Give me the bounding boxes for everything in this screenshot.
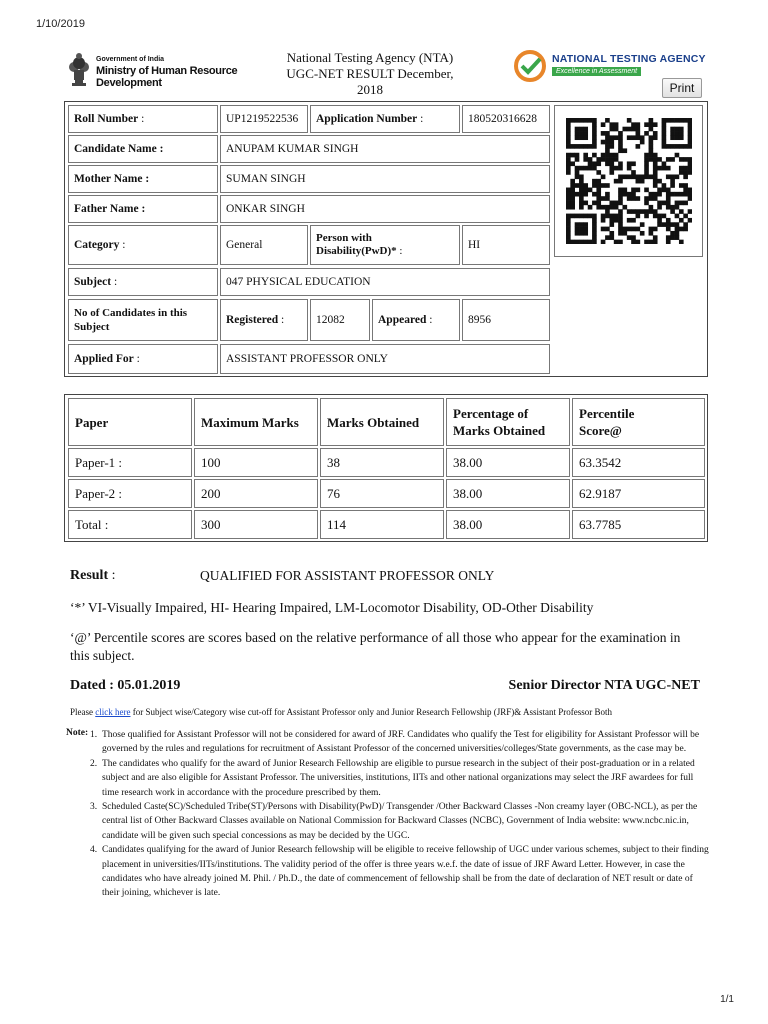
category-value: General bbox=[220, 225, 308, 265]
pwd-label bbox=[310, 225, 460, 265]
table-cell: 100 bbox=[194, 448, 318, 477]
pwd-legend: ‘*’ VI-Visually Impaired, HI- Hearing Impaired, LM-Locomotor Disability, OD-Other Disability bbox=[70, 600, 594, 615]
signatory: Senior Director NTA UGC-NET bbox=[508, 678, 700, 693]
appeared-label bbox=[372, 299, 460, 341]
candidates-count-label bbox=[68, 299, 218, 341]
marks-header-percentage bbox=[446, 398, 570, 446]
notes-list bbox=[90, 728, 710, 901]
marks-header-percentile-block bbox=[579, 405, 634, 439]
pwd-label-line-1: Person with bbox=[316, 232, 372, 244]
perc-header-line-2: Score@ bbox=[579, 423, 622, 438]
qr-code-box bbox=[554, 105, 703, 257]
applied-for-value: ASSISTANT PROFESSOR ONLY bbox=[220, 344, 550, 374]
colon: : bbox=[122, 239, 126, 251]
marks-header-max: Maximum Marks bbox=[194, 398, 318, 446]
application-number-label bbox=[310, 105, 460, 133]
table-cell: Paper-1 : bbox=[68, 448, 192, 477]
cutoff-prefix: Please bbox=[70, 707, 93, 717]
table-cell: 63.3542 bbox=[572, 448, 705, 477]
pwd-label-line-2: Disability(PwD)* bbox=[316, 245, 397, 257]
pct-header-line-2: Marks Obtained bbox=[453, 423, 546, 438]
nta-name: NATIONAL TESTING AGENCY bbox=[552, 53, 706, 65]
father-name-value: ONKAR SINGH bbox=[220, 195, 550, 223]
result-label bbox=[70, 568, 116, 584]
colon: : bbox=[429, 314, 433, 326]
table-cell: 300 bbox=[194, 510, 318, 539]
nta-check-icon bbox=[514, 50, 546, 82]
title-line-2: UGC-NET RESULT December, bbox=[286, 66, 454, 81]
table-cell: 62.9187 bbox=[572, 479, 705, 508]
percentile-legend: ‘@’ Percentile scores are scores based on the relative performance of all those who appear for the examination in this subject. bbox=[70, 630, 681, 663]
category-label-text: Category bbox=[74, 239, 120, 251]
colon: : bbox=[281, 314, 285, 326]
marks-header-paper: Paper bbox=[68, 398, 192, 446]
list-item bbox=[90, 728, 710, 757]
subject-value: 047 PHYSICAL EDUCATION bbox=[220, 268, 550, 296]
cutoff-link[interactable]: click here bbox=[95, 707, 131, 717]
candidates-count-label-block bbox=[74, 306, 187, 334]
pwd-label-block bbox=[316, 232, 402, 258]
app-label-text: Application Number bbox=[316, 113, 418, 125]
colon: : bbox=[420, 113, 424, 125]
note-number: 4. bbox=[90, 845, 98, 856]
title-line-1: National Testing Agency (NTA) bbox=[286, 50, 454, 65]
note-text: Those qualified for Assistant Professor will not be considered for award of JRF. Candidates who qualify the Test for eligibility for Assistant Professor will be governed by the rules and regulations for recruitment of Assistant Professor of the concerned universities/colleges/State governments, as the case may be. bbox=[102, 730, 700, 755]
note-text: Scheduled Caste(SC)/Scheduled Tribe(ST)/Persons with Disability(PwD)/ Transgender /Other Backward Classes -Non creamy layer (OBC-NCL), as per the central list of Other Backward Classes available on National Commission for Backward Classes (NCBC), Government of India website: www.ncbc.nic.in, candidate will be given such special concessions as may be decided by the UGC. bbox=[102, 802, 698, 841]
pct-header-line-1: Percentage of bbox=[453, 406, 529, 421]
page-title bbox=[262, 50, 478, 98]
appeared-label-text: Appeared bbox=[378, 314, 427, 326]
marks-header-percentage-block bbox=[453, 405, 545, 439]
govt-small-text: Government of India bbox=[96, 56, 165, 63]
registered-label bbox=[220, 299, 308, 341]
table-cell: 200 bbox=[194, 479, 318, 508]
table-cell: 114 bbox=[320, 510, 444, 539]
applied-for-label bbox=[68, 344, 218, 374]
note-number: 2. bbox=[90, 758, 98, 769]
colon: : bbox=[111, 568, 116, 583]
table-cell: 63.7785 bbox=[572, 510, 705, 539]
category-label bbox=[68, 225, 218, 265]
father-name-label: Father Name : bbox=[68, 195, 218, 223]
marks-header-obtained: Marks Obtained bbox=[320, 398, 444, 446]
table-cell: 38.00 bbox=[446, 479, 570, 508]
mother-name-value: SUMAN SINGH bbox=[220, 165, 550, 193]
ministry-name: Ministry of Human Resource Development bbox=[96, 65, 238, 89]
candidates-label-line-1: No of Candidates in this bbox=[74, 307, 188, 319]
cutoff-suffix: for Subject wise/Category wise cut-off for Assistant Professor only and Junior Research Fellowship (JRF)& Assistant Professor Both bbox=[132, 707, 613, 717]
candidate-info-table bbox=[64, 101, 708, 377]
roll-number-value: UP1219522536 bbox=[220, 105, 308, 133]
table-cell: 38.00 bbox=[446, 510, 570, 539]
govt-logo bbox=[66, 50, 246, 90]
list-item bbox=[90, 843, 710, 901]
cutoff-notice bbox=[70, 707, 612, 717]
colon: : bbox=[113, 276, 118, 288]
subject-label-text: Subject bbox=[74, 276, 112, 288]
candidate-name-value: ANUPAM KUMAR SINGH bbox=[220, 135, 550, 163]
result-value: QUALIFIED FOR ASSISTANT PROFESSOR ONLY bbox=[200, 568, 495, 583]
title-line-3: 2018 bbox=[357, 82, 383, 97]
colon: : bbox=[136, 353, 140, 365]
table-cell: Total : bbox=[68, 510, 192, 539]
print-button[interactable]: Print bbox=[662, 78, 702, 98]
qr-code-icon bbox=[566, 118, 692, 244]
note-number: 3. bbox=[90, 802, 98, 813]
note-text: The candidates who qualify for the award of Junior Research Fellowship are eligible to pursue research in the subject of their post-graduation or in a related subject and are also eligible for Assistant Professor. The universities, institutions, IITs and other national organizations may select the JRF awardees for full time research work in accordance with the procedure prescribed by them. bbox=[102, 758, 695, 798]
colon: : bbox=[141, 113, 145, 125]
candidate-name-label: Candidate Name : bbox=[68, 135, 218, 163]
list-item bbox=[90, 757, 710, 800]
roll-label-text: Roll Number bbox=[74, 113, 139, 125]
table-cell: 38.00 bbox=[446, 448, 570, 477]
table-cell: 76 bbox=[320, 479, 444, 508]
applied-label-text: Applied For bbox=[74, 353, 134, 365]
note-text: Candidates qualifying for the award of Junior Research fellowship will be eligible to receive fellowship of UGC under various schemes, subject to their finding placement in universities/IITs/institutions. The validity period of the offer is three years w.e.f. the date of issue of JRF Award Letter. However, in case the candidates who have already joined M. Phil. / Ph.D., the date of commencement of fellowship shall be from the date of declaration of NET result or date of their joining, whichever is late. bbox=[102, 845, 709, 899]
result-label-text: Result bbox=[70, 568, 109, 583]
list-item bbox=[90, 800, 710, 843]
page-number: 1/1 bbox=[720, 994, 734, 1005]
roll-number-label bbox=[68, 105, 218, 133]
perc-header-line-1: Percentile bbox=[579, 406, 635, 421]
nta-tagline: Excellence in Assessment bbox=[552, 67, 641, 76]
table-cell: 38 bbox=[320, 448, 444, 477]
note-number: 1. bbox=[90, 730, 98, 740]
print-date: 1/10/2019 bbox=[36, 18, 85, 30]
emblem-icon bbox=[66, 50, 92, 90]
marks-header-percentile bbox=[572, 398, 705, 446]
marks-table bbox=[64, 394, 708, 542]
mother-name-label: Mother Name : bbox=[68, 165, 218, 193]
table-cell: Paper-2 : bbox=[68, 479, 192, 508]
colon: : bbox=[399, 245, 403, 257]
dated: Dated : 05.01.2019 bbox=[70, 678, 181, 693]
pwd-value: HI bbox=[462, 225, 550, 265]
registered-label-text: Registered bbox=[226, 314, 279, 326]
application-number-value: 180520316628 bbox=[462, 105, 550, 133]
candidates-label-line-2: Subject bbox=[74, 321, 110, 333]
note-label: Note: bbox=[66, 728, 89, 738]
appeared-value: 8956 bbox=[462, 299, 550, 341]
subject-label bbox=[68, 268, 218, 296]
registered-value: 12082 bbox=[310, 299, 370, 341]
